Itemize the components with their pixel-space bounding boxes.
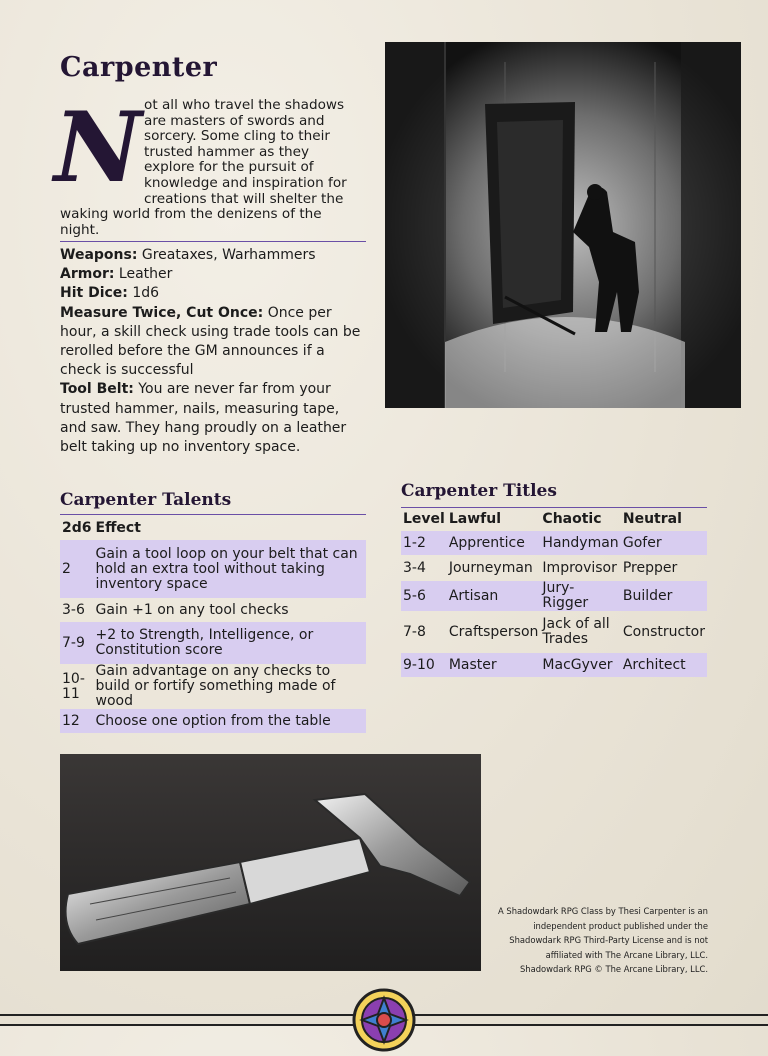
table-cell: Jack of all Trades [542, 616, 610, 647]
class-stats [60, 246, 366, 457]
table-cell: MacGyver [540, 653, 620, 677]
table-cell: Craftsperson [448, 623, 539, 640]
table-row [60, 664, 366, 709]
talents-table [60, 516, 366, 733]
column-header: Effect [95, 520, 141, 536]
titles-heading: Carpenter Titles [401, 481, 557, 501]
table-cell: Artisan [447, 581, 541, 611]
talents-heading: Carpenter Talents [60, 490, 232, 510]
table-row [401, 611, 707, 653]
table-row [60, 540, 366, 598]
table-cell: Journeyman [448, 559, 533, 576]
table-cell: 12 [60, 709, 94, 733]
intro-text: ot all who travel the shadows are masters of swords and sorcery. Some cling to their trusted hammer as they explore for the pursuit of knowledge and inspiration for creations that will shelter the waking world from the denizens of the night. [60, 97, 347, 238]
stat-hit-dice: Hit Dice: 1d6 [60, 285, 160, 302]
column-header: Lawful [448, 511, 502, 527]
page-title: Carpenter [60, 52, 218, 83]
stat-armor: Armor: Leather [60, 266, 173, 283]
titles-table [401, 507, 707, 677]
table-cell: 5-6 [401, 581, 447, 611]
table-cell: Apprentice [447, 531, 541, 555]
column-header: 2d6 [62, 520, 92, 536]
stat-weapons: Weapons: Greataxes, Warhammers [60, 247, 316, 263]
table-cell: 3-4 [403, 559, 426, 576]
table-cell: Jury-Rigger [540, 581, 620, 611]
table-cell: Handyman [540, 531, 620, 555]
table-cell: 2 [60, 540, 94, 598]
table-cell: 7-9 [60, 622, 94, 664]
table-cell: Gain +1 on any tool checks [95, 601, 289, 618]
table-cell: Gain a tool loop on your belt that can hold an extra tool without taking inventory space [94, 540, 366, 598]
table-row [60, 709, 366, 733]
table-cell: 10-11 [62, 670, 85, 702]
table-cell: Gofer [621, 531, 707, 555]
table-cell: +2 to Strength, Intelligence, or Constitution score [94, 622, 366, 664]
column-header: Chaotic [542, 511, 602, 527]
table-row [401, 653, 707, 677]
hammer-illustration [60, 754, 481, 971]
table-row [60, 622, 366, 664]
table-header-row [401, 507, 707, 531]
table-cell: Choose one option from the table [94, 709, 366, 733]
stained-glass-rosette-icon [352, 988, 416, 1052]
divider [60, 241, 366, 242]
table-cell: Improvisor [542, 559, 617, 576]
table-cell: 7-8 [403, 623, 426, 640]
table-cell: Architect [621, 653, 707, 677]
stat-tool-belt: Tool Belt: You are never far from your trusted hammer, nails, measuring tape, and saw. They hang proudly on a leather belt taking up no inventory space. [60, 381, 347, 456]
table-cell: 1-2 [401, 531, 447, 555]
table-cell: Prepper [622, 559, 678, 576]
table-row [401, 531, 707, 555]
table-cell: 3-6 [62, 601, 85, 618]
table-cell: Constructor [622, 623, 705, 640]
table-cell: Builder [621, 581, 707, 611]
column-header: Neutral [622, 511, 682, 527]
table-row [401, 555, 707, 581]
divider [60, 514, 366, 515]
intro-paragraph [54, 91, 360, 238]
column-header: Level [403, 511, 445, 527]
table-row [401, 581, 707, 611]
table-cell: 9-10 [401, 653, 447, 677]
stat-measure-twice: Measure Twice, Cut Once: Once per hour, a skill check using trade tools can be rerolled before the GM announces if a check is successful [60, 304, 361, 379]
dropcap-letter: N [54, 91, 142, 204]
table-header-row [60, 516, 366, 540]
table-cell: Gain advantage on any checks to build or fortify something made of wood [95, 663, 336, 709]
table-row [60, 598, 366, 622]
carpenter-illustration [385, 42, 741, 408]
table-cell: Master [447, 653, 541, 677]
license-credit: A Shadowdark RPG Class by Thesi Carpenter is an independent product published under the Shadowdark RPG Third-Party License and is not affiliated with The Arcane Library, LLC. Shadowdark RPG © The Arcane Library, LLC. [498, 906, 708, 974]
